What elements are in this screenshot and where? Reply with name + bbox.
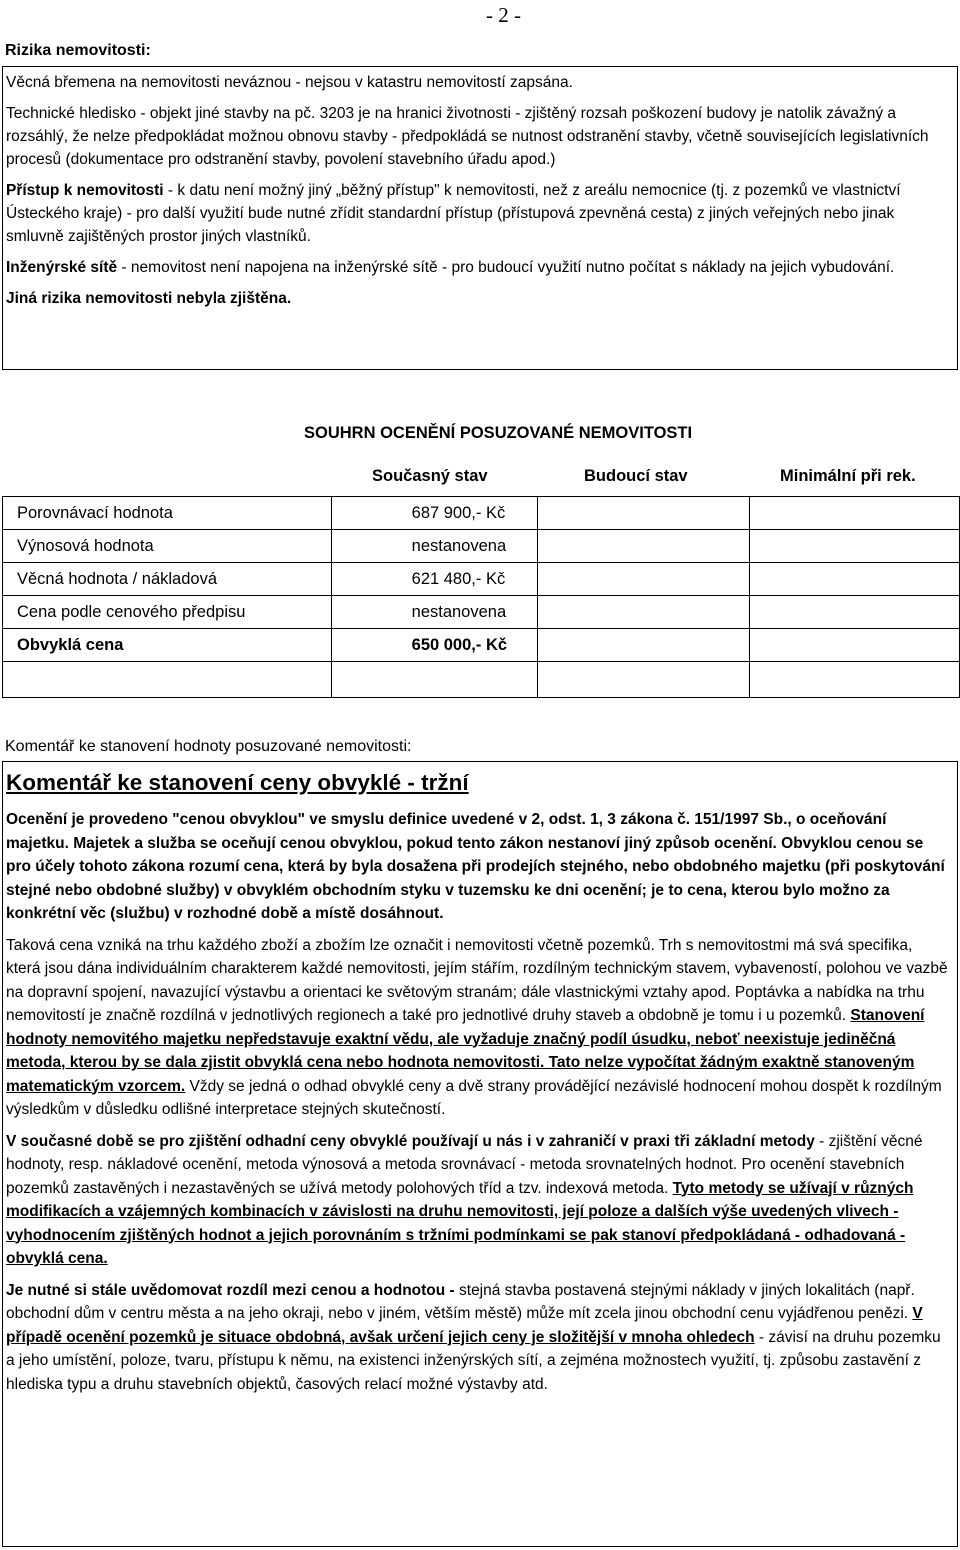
risks-title: Rizika nemovitosti: — [5, 42, 151, 59]
comment-paragraph-market — [6, 934, 951, 1122]
row-label: Porovnávací hodnota — [3, 497, 332, 530]
row-future-value — [537, 497, 750, 530]
risks-utilities-label: Inženýrské sítě — [6, 259, 118, 276]
risks-technical: Technické hledisko - objekt jiné stavby na pč. 3203 je na hranici životnosti - zjištěný rozsah poškození budovy je natolik závažný a rozsáhlý, že nelze předpokládat možnou obnovu stavby - předpokládá se nutnost odstranění stavby, včetně souvisejících legislativních procesů (dokumentace pro odstranění stavby, povolení stavebního úřadu apod.) — [6, 105, 929, 168]
col-current-state: Současný stav — [372, 467, 488, 485]
text-span: - závisí na druhu pozemku a jeho umístění, poloze, tvaru, přístupu k němu, na existenci inženýrských sítí, a zejména možnostech využití, tj. způsobu zastavění z hlediska typu a druhu stavebních objektů, časových relací možné výstavby atd. — [6, 1328, 941, 1393]
row-minimal-value — [750, 563, 960, 596]
table-row — [3, 497, 960, 530]
row-future-value — [537, 563, 750, 596]
row-current-value — [331, 662, 537, 698]
risks-easements: Věcná břemena na nemovitosti neváznou - nejsou v katastru nemovitostí zapsána. — [6, 74, 573, 91]
row-current-value: nestanovena — [331, 596, 537, 629]
emphasis-span: V případě ocenění pozemků je situace obdobná, avšak určení jejich ceny je složitější v mnoha ohledech — [6, 1305, 923, 1346]
text-span: - zjištění věcné hodnoty, resp. nákladové ocenění, metoda výnosová a metoda srovnávací - metoda srovnatelných hodnot. Pro ocenění stavebních pozemků zastavěných i nezastavěných se užívá metody polohových tříd a tzv. indexová metoda. — [6, 1132, 923, 1197]
col-minimal-reconstruction: Minimální při rek. — [780, 467, 916, 485]
risks-other: Jiná rizika nemovitosti nebyla zjištěna. — [6, 290, 292, 307]
text-span: Taková cena vzniká na trhu každého zboží a zbožím lze označit i nemovitosti včetně pozemků. Trh s nemovitostmi má svá specifika, která jsou dána individuálním charakterem každé nemovitosti, jejím stářím, rozdílným technickým stavem, vybaveností, polohou ve vazbě na dopravní spojení, navazující výstavbu a orientaci ke světovým stranám; dále vlastnickými vztahy apod. Poptávka a nabídka na trhu nemovitostí je značně rozdílná v jednotlivých regionech a také pro jednotlivé druhy staveb a obdobně je tomu i u pozemků. — [6, 936, 948, 1024]
bold-span: V současné době se pro zjištění odhadní ceny obvyklé používají u nás i v zahraničí v praxi tři základní metody — [6, 1132, 815, 1150]
risks-utilities — [6, 256, 951, 279]
table-row — [3, 563, 960, 596]
comment-label: Komentář ke stanovení hodnoty posuzované nemovitosti: — [5, 738, 412, 755]
row-label: Obvyklá cena — [3, 629, 332, 662]
page-number: - 2 - — [486, 3, 521, 27]
row-minimal-value — [750, 530, 960, 563]
risks-access — [6, 179, 951, 248]
risks-access-label: Přístup k nemovitosti — [6, 182, 164, 199]
row-minimal-value — [750, 629, 960, 662]
risks-utilities-text: - nemovitost není napojena na inženýrské sítě - pro budoucí využití nutno počítat s náklady na jejich vybudování. — [117, 259, 895, 276]
bold-span: Je nutné si stále uvědomovat rozdíl mezi cenou a hodnotou - — [6, 1281, 455, 1299]
comment-paragraph-definition: Ocenění je provedeno "cenou obvyklou" ve smyslu definice uvedené v 2, odst. 1, 3 zákona č. 151/1997 Sb., o oceňování majetku. Majetek a služba se oceňují cenou obvyklou, pokud tento zákon nestanoví jiný způsob ocenění. Obvyklou cenou se pro účely tohoto zákona rozumí cena, která by byla dosažena při prodejích stejného, nebo obdobného majetku (při poskytování stejné nebo obdobné služby) v obvyklém obchodním styku v tuzemsku ke dni ocenění; je to cena, kterou bylo možno za konkrétní věc (službu) v rozhodné době a místě dosáhnout. — [6, 811, 945, 922]
risks-access-text: - k datu není možný jiný „běžný přístup" k nemovitosti, než z areálu nemocnice (tj. z pozemků ve vlastnictví Ústeckého kraje) - pro další využití bude nutné zřídit standardní přístup (přístupová zpevněná cesta) z jiných veřejných nebo jinak smluvně zajištěných prostor jiných vlastníků. — [6, 182, 901, 245]
row-current-value: nestanovena — [331, 530, 537, 563]
text-span: Vždy se jedná o odhad obvyklé ceny a dvě strany provádějící nezávislé hodnocení mohou dospět k rozdílným výsledkům v důsledku odlišné interpretace stejných skutečností. — [6, 1077, 942, 1118]
row-minimal-value — [750, 596, 960, 629]
row-label: Věcná hodnota / nákladová — [3, 563, 332, 596]
table-row-empty — [3, 662, 960, 698]
row-current-value: 650 000,- Kč — [331, 629, 537, 662]
comment-paragraph-methods — [6, 1130, 951, 1271]
row-current-value: 687 900,- Kč — [331, 497, 537, 530]
comment-heading: Komentář ke stanovení ceny obvyklé - tržní — [6, 770, 469, 795]
table-row — [3, 629, 960, 662]
row-label: Výnosová hodnota — [3, 530, 332, 563]
text-span: stejná stavba postavená stejnými náklady v jiných lokalitách (např. obchodní dům v centru města a na jeho okraji, nebo v jiném, větším městě) může mít zcela jinou obchodní cenu vyjádřenou penězi. — [6, 1281, 915, 1322]
emphasis-span: Tyto metody se užívají v různých modifikacích a vzájemných kombinacích v závislosti na druhu nemovitosti, její poloze a dalších výše uvedených vlivech - vyhodnocením zjištěných hodnot a jejich porovnáním s tržními podmínkami se pak stanoví předpokládaná - odhadovaná - obvyklá cena. — [6, 1179, 914, 1267]
row-label: Cena podle cenového předpisu — [3, 596, 332, 629]
row-minimal-value — [750, 497, 960, 530]
emphasis-span: Stanovení hodnoty nemovitého majetku nepředstavuje exaktní vědu, ale vyžaduje značný podíl úsudku, neboť neexistuje jediněčná metoda, kterou by se dala zjistit obvyklá cena nebo hodnota nemovitosti. Tato nelze vypočítat žádným exaktně stanoveným matematickým vzorcem. — [6, 1007, 925, 1095]
table-row — [3, 596, 960, 629]
row-future-value — [537, 629, 750, 662]
row-future-value — [537, 662, 750, 698]
risks-box — [2, 66, 958, 370]
summary-title: SOUHRN OCENĚNÍ POSUZOVANÉ NEMOVITOSTI — [304, 424, 693, 442]
comment-paragraph-price-value — [6, 1279, 951, 1397]
row-future-value — [537, 596, 750, 629]
table-row — [3, 530, 960, 563]
col-future-state: Budoucí stav — [584, 467, 688, 485]
summary-table — [2, 496, 960, 698]
comment-box — [2, 761, 958, 1547]
row-current-value: 621 480,- Kč — [331, 563, 537, 596]
row-future-value — [537, 530, 750, 563]
row-minimal-value — [750, 662, 960, 698]
row-label — [3, 662, 332, 698]
